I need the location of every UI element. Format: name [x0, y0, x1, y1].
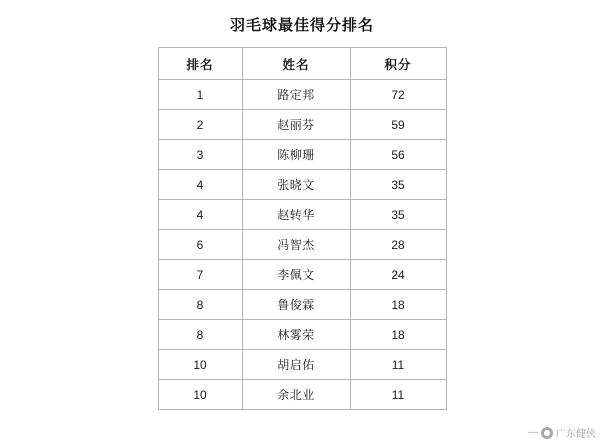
cell-name: 林雾荣: [242, 320, 350, 350]
cell-rank: 10: [158, 350, 242, 380]
column-header-rank: 排名: [158, 48, 242, 80]
table-row: [158, 290, 446, 320]
cell-score: 56: [350, 140, 446, 170]
watermark-logo-icon: [541, 427, 553, 439]
cell-score: 72: [350, 80, 446, 110]
column-header-name: 姓名: [242, 48, 350, 80]
watermark: [528, 425, 596, 440]
cell-name: 陈柳珊: [242, 140, 350, 170]
cell-score: 11: [350, 380, 446, 410]
document-page: [0, 14, 604, 445]
table-row: [158, 200, 446, 230]
watermark-text: 广东健侠: [556, 429, 596, 440]
cell-name: 赵转华: [242, 200, 350, 230]
table-row: [158, 230, 446, 260]
table-row: [158, 320, 446, 350]
cell-rank: 8: [158, 290, 242, 320]
cell-score: 35: [350, 200, 446, 230]
table-row: [158, 110, 446, 140]
table-row: [158, 170, 446, 200]
table-row: [158, 350, 446, 380]
column-header-score: 积分: [350, 48, 446, 80]
page-title: 羽毛球最佳得分排名: [229, 17, 374, 34]
cell-name: 鲁俊霖: [242, 290, 350, 320]
cell-rank: 6: [158, 230, 242, 260]
ranking-table: [158, 47, 447, 410]
watermark-dash: —: [528, 427, 538, 438]
cell-rank: 2: [158, 110, 242, 140]
table-container: [0, 47, 604, 410]
cell-name: 张晓文: [242, 170, 350, 200]
cell-name: 余北业: [242, 380, 350, 410]
table-body: [158, 80, 446, 410]
cell-name: 路定邦: [242, 80, 350, 110]
table-row: [158, 380, 446, 410]
cell-score: 18: [350, 290, 446, 320]
table-header: [158, 48, 446, 80]
cell-score: 11: [350, 350, 446, 380]
cell-rank: 8: [158, 320, 242, 350]
cell-rank: 1: [158, 80, 242, 110]
cell-rank: 4: [158, 170, 242, 200]
table-row: [158, 80, 446, 110]
cell-rank: 3: [158, 140, 242, 170]
table-row: [158, 260, 446, 290]
table-row: [158, 140, 446, 170]
cell-score: 18: [350, 320, 446, 350]
cell-name: 冯智杰: [242, 230, 350, 260]
cell-score: 59: [350, 110, 446, 140]
cell-rank: 10: [158, 380, 242, 410]
cell-rank: 7: [158, 260, 242, 290]
cell-rank: 4: [158, 200, 242, 230]
table-header-row: [158, 48, 446, 80]
cell-score: 24: [350, 260, 446, 290]
cell-name: 赵丽芬: [242, 110, 350, 140]
cell-score: 28: [350, 230, 446, 260]
cell-score: 35: [350, 170, 446, 200]
cell-name: 李佩文: [242, 260, 350, 290]
cell-name: 胡启佑: [242, 350, 350, 380]
